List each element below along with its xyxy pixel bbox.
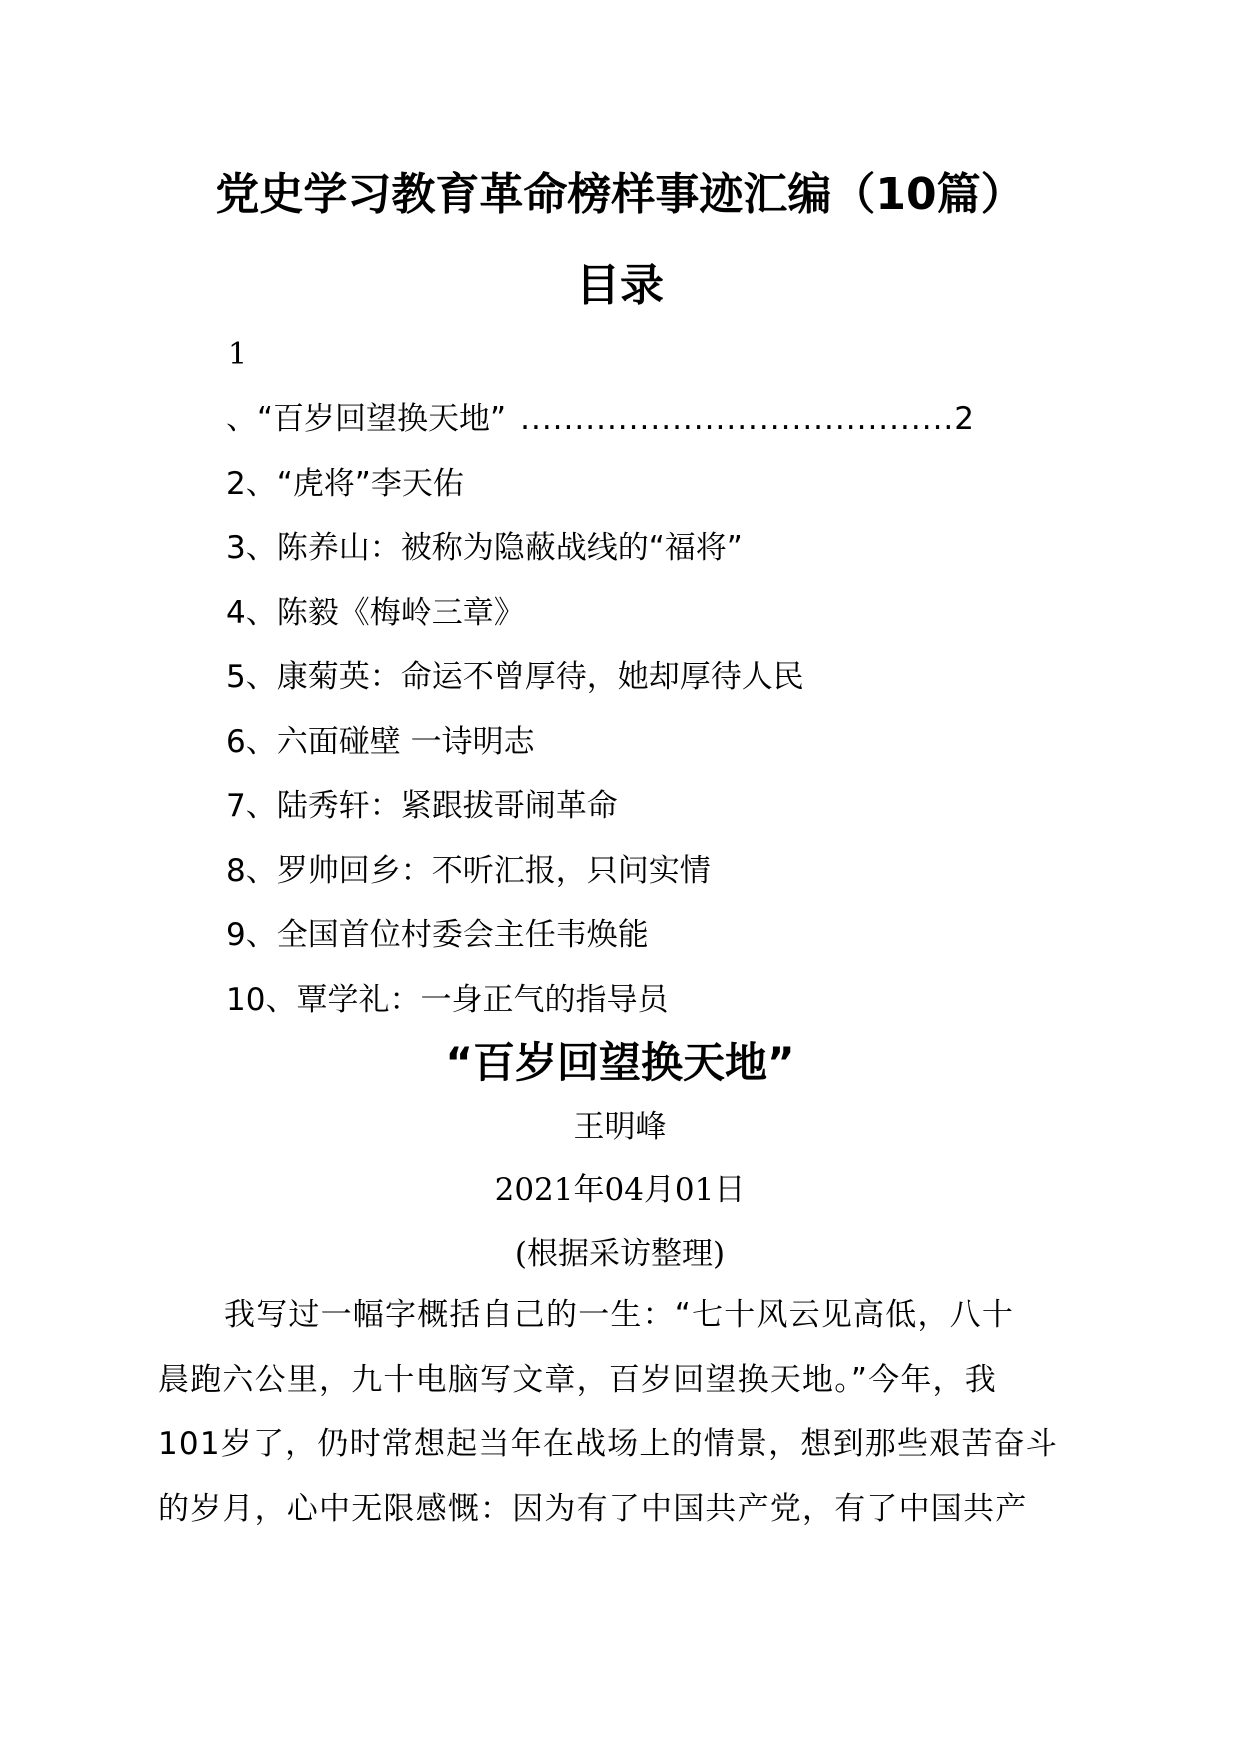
article-author: 王明峰 xyxy=(573,1109,667,1145)
toc-item[interactable] xyxy=(226,720,1026,785)
article-body xyxy=(158,1293,1088,1551)
toc-item[interactable] xyxy=(226,978,1026,1043)
toc-item[interactable] xyxy=(226,655,1026,720)
toc-item-label: 2、“虎将”李天佑 xyxy=(226,465,464,502)
toc-item-label: 6、六面碰壁 一诗明志 xyxy=(226,723,535,760)
body-text-line: 的岁月，心中无限感慨：因为有了中国共产党，有了中国共产 xyxy=(158,1490,1028,1527)
toc-item[interactable] xyxy=(226,526,1026,591)
article-title: “百岁回望换天地” xyxy=(445,1038,795,1087)
document-title: 党史学习教育革命榜样事迹汇编（10篇） xyxy=(215,169,1025,220)
toc-item[interactable] xyxy=(226,913,1026,978)
body-text-line: 我写过一幅字概括自己的一生：“七十风云见高低，八十 xyxy=(224,1297,1015,1333)
toc-item-label: 、“百岁回望换天地” xyxy=(226,401,507,437)
toc-item-label: 8、罗帅回乡：不听汇报，只问实情 xyxy=(226,852,711,889)
body-text-line: 101岁了，仍时常想起当年在战场上的情景，想到那些艰苦奋斗 xyxy=(158,1426,1058,1462)
toc-item-label: 7、陆秀轩：紧跟拔哥闹革命 xyxy=(226,788,618,824)
toc-page-number: 2 xyxy=(954,401,975,437)
article-date: 2021年04月01日 xyxy=(494,1172,746,1208)
toc-item-label: 9、全国首位村委会主任韦焕能 xyxy=(226,917,649,953)
toc-heading: 目录 xyxy=(576,260,664,311)
toc-leader-dots: ........................................ xyxy=(520,401,955,437)
toc-item[interactable] xyxy=(226,591,1026,656)
article-source-note: (根据采访整理) xyxy=(514,1236,726,1272)
toc-item-label: 10、覃学礼：一身正气的指导员 xyxy=(226,981,669,1018)
toc-item-label: 3、陈养山：被称为隐蔽战线的“福将” xyxy=(226,530,743,566)
toc-item[interactable] xyxy=(226,849,1026,914)
body-text-line: 晨跑六公里，九十电脑写文章，百岁回望换天地。”今年，我 xyxy=(158,1361,997,1398)
toc-item[interactable] xyxy=(226,397,1026,462)
toc-item[interactable] xyxy=(226,462,1026,527)
table-of-contents xyxy=(226,397,1026,1042)
toc-item[interactable] xyxy=(226,784,1026,849)
toc-item-label: 5、康菊英：命运不曾厚待，她却厚待人民 xyxy=(226,659,804,695)
toc-first-item-number: 1 xyxy=(228,337,248,372)
toc-item-label: 4、陈毅《梅岭三章》 xyxy=(226,594,525,631)
